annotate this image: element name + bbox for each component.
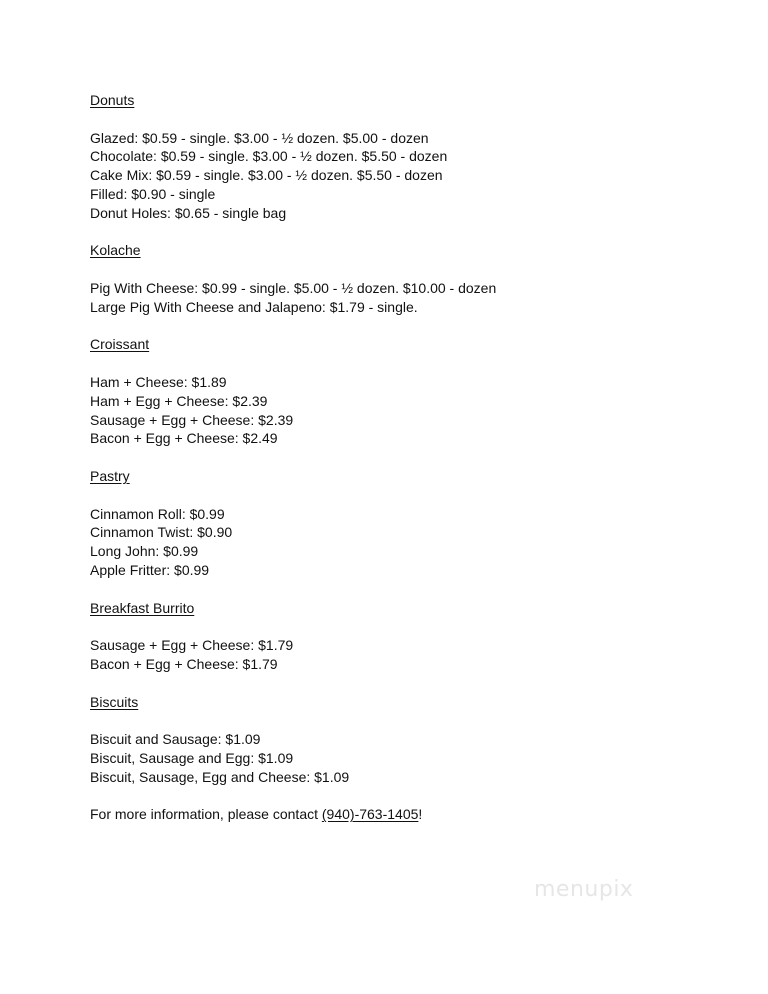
menu-item: Cinnamon Twist: $0.90	[90, 524, 233, 541]
menu-sections	[90, 91, 730, 786]
section-heading: Kolache	[90, 242, 141, 259]
menu-item: Cake Mix: $0.59 - single. $3.00 - ½ dozen. $5.50 - dozen	[90, 167, 443, 184]
menu-item: Sausage + Egg + Cheese: $2.39	[90, 411, 294, 428]
section-heading: Croissant	[90, 336, 150, 353]
menu-item: Bacon + Egg + Cheese: $2.49	[90, 430, 278, 447]
menu-item: Sausage + Egg + Cheese: $1.79	[90, 637, 294, 654]
contact-prefix: For more information, please contact	[90, 806, 322, 823]
menu-item: Ham + Cheese: $1.89	[90, 373, 227, 390]
menu-item: Large Pig With Cheese and Jalapeno: $1.79 - single.	[90, 298, 418, 315]
menu-section	[90, 467, 730, 580]
menu-item: Glazed: $0.59 - single. $3.00 - ½ dozen. $5.00 - dozen	[90, 129, 429, 146]
menu-section	[90, 241, 730, 316]
contact-suffix: !	[418, 806, 423, 823]
section-heading: Biscuits	[90, 693, 139, 710]
menu-section	[90, 599, 730, 674]
menu-item: Apple Fritter: $0.99	[90, 561, 210, 578]
contact-line	[90, 805, 730, 824]
menu-item: Ham + Egg + Cheese: $2.39	[90, 392, 268, 409]
menu-item: Cinnamon Roll: $0.99	[90, 505, 225, 522]
menu-section	[90, 335, 730, 448]
menu-item: Filled: $0.90 - single	[90, 185, 216, 202]
menu-item: Biscuit, Sausage, Egg and Cheese: $1.09	[90, 768, 350, 785]
section-heading: Pastry	[90, 467, 130, 484]
menu-item: Long John: $0.99	[90, 543, 199, 560]
menu-item: Chocolate: $0.59 - single. $3.00 - ½ dozen. $5.50 - dozen	[90, 148, 448, 165]
menu-item: Bacon + Egg + Cheese: $1.79	[90, 655, 278, 672]
watermark-logo: menupix	[534, 877, 634, 902]
phone-link[interactable]: (940)-763-1405	[321, 806, 419, 823]
section-heading: Donuts	[90, 92, 135, 108]
menu-document	[90, 91, 730, 824]
menu-section	[90, 693, 730, 787]
menu-item: Biscuit and Sausage: $1.09	[90, 731, 261, 748]
menu-item: Donut Holes: $0.65 - single bag	[90, 204, 287, 221]
section-heading: Breakfast Burrito	[90, 599, 195, 616]
menu-section	[90, 91, 730, 223]
menu-item: Pig With Cheese: $0.99 - single. $5.00 - ½ dozen. $10.00 - dozen	[90, 279, 497, 296]
menu-item: Biscuit, Sausage and Egg: $1.09	[90, 749, 294, 766]
